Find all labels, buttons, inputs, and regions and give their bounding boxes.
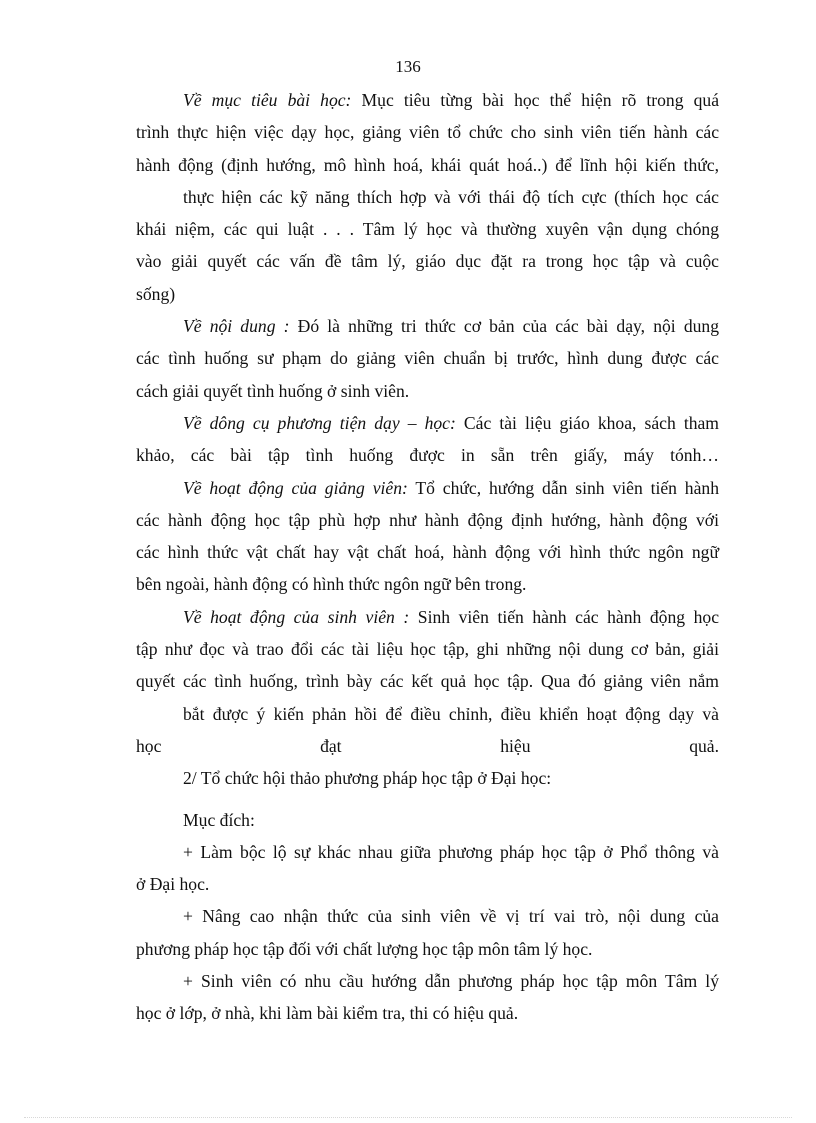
lecturer-activity-label: Về hoạt động của giảng viên: [183, 477, 408, 498]
bullet-line: phương pháp học tập đối với chất lượng học tập môn tâm lý học. [136, 938, 593, 959]
text-run: Tổ chức, hướng dẫn sinh viên tiến hành [407, 477, 719, 498]
text-run: Sinh viên tiến hành các hành động học [409, 606, 720, 627]
paragraph-line: khảo, các bài tập tình huống được in sẵn trên giấy, máy tónh… [136, 445, 719, 466]
bullet-line: + Nâng cao nhận thức của sinh viên về vị trí vai trò, nội dung của [183, 906, 719, 927]
learning-goals-label: Về mục tiêu bài học: [183, 90, 352, 110]
paragraph-line: bên ngoài, hành động có hình thức ngôn ngữ bên trong. [136, 574, 527, 595]
paragraph-line: khái niệm, các qui luật . . . Tâm lý học và thường xuyên vận dụng chóng [136, 219, 719, 240]
text-run: Đó là những tri thức cơ bản của các bài dạy, nội dung [289, 316, 720, 337]
content-label: Về nội dung : [183, 316, 290, 337]
student-activity-label: Về hoạt động của sinh viên : [183, 606, 410, 627]
paragraph-line: sống) [136, 283, 176, 304]
paragraph-lecturer-line [136, 472, 719, 504]
page-number: 136 [395, 57, 421, 76]
bullet-line: học ở lớp, ở nhà, khi làm bài kiểm tra, thi có hiệu quả. [136, 1003, 519, 1024]
text-run: Mục tiêu từng bài học thể hiện rõ trong quá [351, 90, 719, 110]
paragraph-line: các hành động học tập phù hợp như hành động định hướng, hành động với [136, 509, 719, 530]
paragraph-tools-line [136, 407, 719, 439]
section-heading: 2/ Tổ chức hội thảo phương pháp học tập ở Đại học: [183, 768, 552, 789]
paragraph-line: cách giải quyết tình huống ở sinh viên. [136, 380, 410, 401]
paragraph-learning-goals-line [136, 84, 719, 116]
paragraph-content-line [136, 310, 719, 342]
paragraph-line: trình thực hiện việc dạy học, giảng viên tổ chức cho sinh viên tiến hành các [136, 122, 719, 143]
paragraph-line: hành động (định hướng, mô hình hoá, khái quát hoá..) để lĩnh hội kiến thức, [136, 154, 719, 175]
document-body [136, 84, 719, 1030]
paragraph-line: các hình thức vật chất hay vật chất hoá, hành động với hình thức ngôn ngữ [136, 542, 719, 563]
paragraph-line: bắt được ý kiến phản hồi để điều chỉnh, điều khiển hoạt động dạy và [183, 703, 719, 724]
purpose-label: Mục đích: [183, 809, 255, 830]
bullet-line: + Sinh viên có nhu cầu hướng dẫn phương pháp học tập môn Tâm lý [183, 971, 719, 992]
bullet-line: ở Đại học. [136, 874, 210, 895]
paragraph-line: các tình huống sư phạm do giảng viên chuẩn bị trước, hình dung được các [136, 348, 719, 369]
paragraph-line: vào giải quyết các vấn đề tâm lý, giáo dục đặt ra trong học tập và cuộc [136, 251, 719, 272]
paragraph-line: tập như đọc và trao đổi các tài liệu học tập, ghi những nội dung cơ bản, giải [136, 639, 719, 660]
page-bottom-divider [24, 1117, 792, 1118]
paragraph-line: học đạt hiệu quả. [136, 735, 719, 756]
tools-label: Về dông cụ phương tiện dạy – học: [183, 412, 456, 433]
paragraph-line: quyết các tình huống, trình bày các kết quả học tập. Qua đó giảng viên nắm [136, 671, 719, 692]
paragraph-student-line [136, 601, 719, 633]
paragraph-line: thực hiện các kỹ năng thích hợp và với thái độ tích cực (thích học các [183, 186, 719, 207]
text-run: Các tài liệu giáo khoa, sách tham [455, 412, 719, 433]
bullet-line: + Làm bộc lộ sự khác nhau giữa phương pháp học tập ở Phổ thông và [183, 841, 719, 862]
